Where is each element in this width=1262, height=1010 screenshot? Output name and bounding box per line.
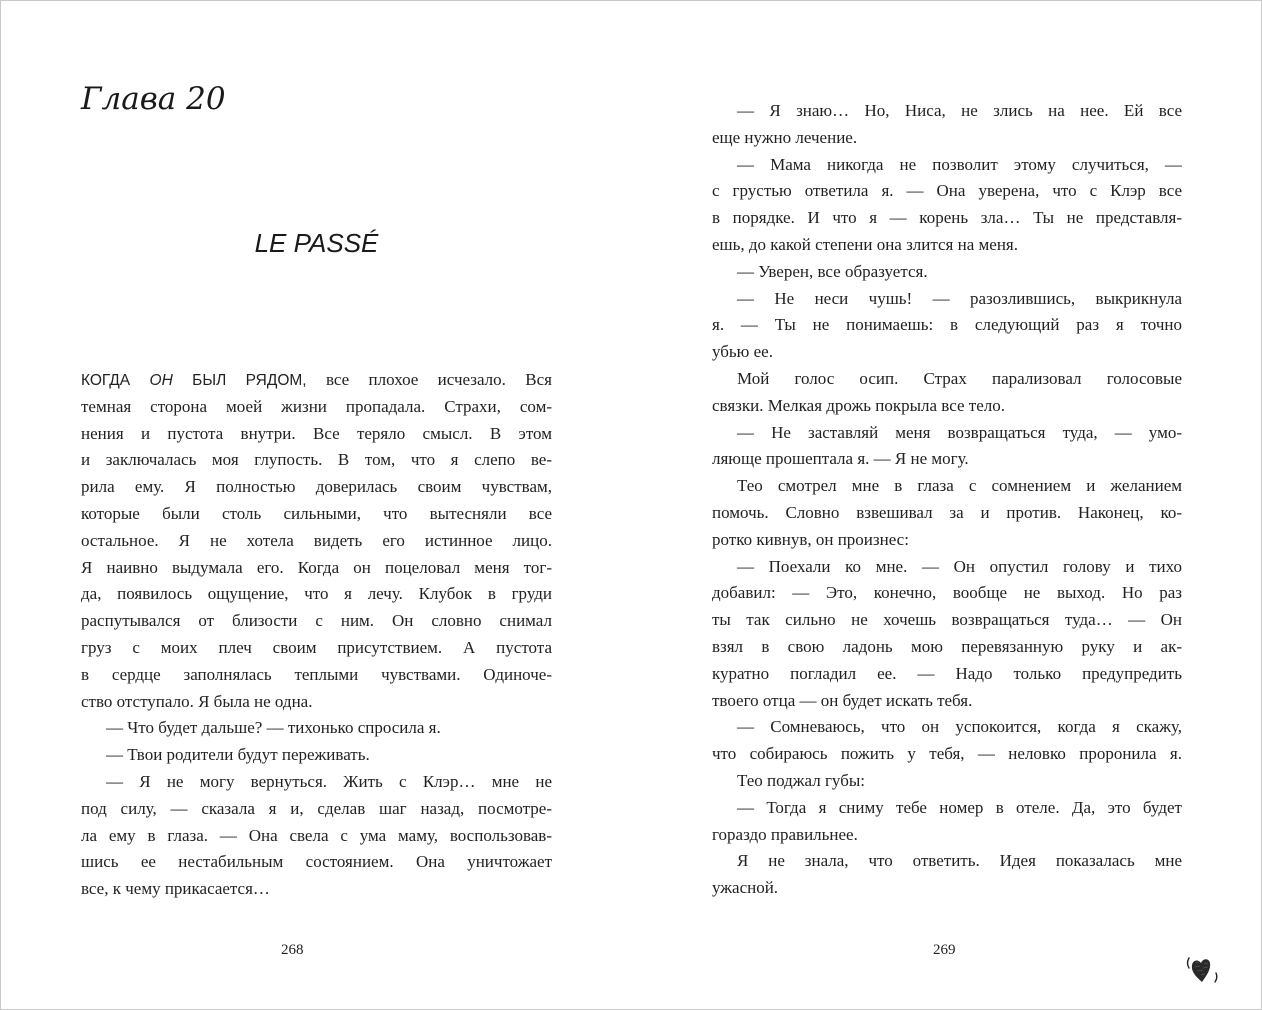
text-line: добавил: — Это, конечно, вообще не выход. Но раз	[712, 583, 1182, 603]
heart-logo-icon	[1181, 949, 1225, 989]
text-line: ты так сильно не хочешь возвращаться туда… — Он	[712, 610, 1182, 630]
text-line: — Уверен, все образуется.	[737, 261, 928, 281]
lead-in-caps: БЫЛ РЯДОМ,	[172, 372, 307, 389]
text-line: Мой голос осип. Страх парализовал голосовые	[737, 368, 1182, 388]
text-line: взял в свою ладонь мою перевязанную руку и ак-	[712, 636, 1182, 656]
text-line: ротко кивнув, он произнес:	[712, 529, 909, 549]
text-line: — Твои родители будут переживать.	[106, 745, 370, 765]
text-line: — Поехали ко мне. — Он опустил голову и тихо	[737, 556, 1182, 576]
text-line: — Мама никогда не позволит этому случиться, —	[737, 154, 1182, 174]
text-line: твоего отца — он будет искать тебя.	[712, 690, 973, 710]
text-line: остальное. Я не хотела видеть его истинное лицо.	[81, 530, 552, 550]
page-number-right: 269	[933, 942, 956, 958]
chapter-title: Глава 20	[81, 81, 226, 117]
text-line: шись ее нестабильным состоянием. Она уничтожает	[81, 852, 552, 872]
text-line: — Я знаю… Но, Ниса, не злись на нее. Ей все	[737, 101, 1182, 120]
text-line: — Тогда я сниму тебе номер в отеле. Да, это будет	[737, 797, 1182, 817]
text-line: ешь, до какой степени она злится на меня.	[712, 234, 1018, 254]
text-line: ляюще прошептала я. — Я не могу.	[712, 449, 969, 469]
text-line: — Что будет дальше? — тихонько спросила я.	[106, 718, 441, 738]
text-line: распутывался от близости с ним. Он словно снимал	[81, 611, 552, 631]
text-line: и заключалась моя глупость. В том, что я слепо ве-	[81, 450, 552, 470]
text-line: которые были столь сильными, что вытесняли все	[81, 503, 552, 523]
text-line: да, появилось ощущение, что я лечу. Клубок в груди	[81, 584, 552, 604]
text-line: гораздо правильнее.	[712, 824, 858, 844]
text-line: темная сторона моей жизни пропадала. Страхи, сом-	[81, 396, 552, 416]
text-line: — Я не могу вернуться. Жить с Клэр… мне не	[106, 771, 552, 791]
text-line: убью ее.	[712, 342, 773, 362]
page-number-left: 268	[281, 942, 304, 958]
text-line: рила ему. Я полностью доверилась своим чувствам,	[81, 477, 552, 497]
text-line: куратно погладил ее. — Надо только предупредить	[712, 663, 1182, 683]
text-line: ство отступало. Я была не одна.	[81, 691, 313, 711]
text-line: в порядке. И что я — корень зла… Ты не представля-	[712, 208, 1182, 228]
text-line: помочь. Словно взвешивал за и против. Наконец, ко-	[712, 502, 1182, 522]
text-line: — Сомневаюсь, что он успокоится, когда я скажу,	[737, 717, 1182, 737]
text-line: Тео смотрел мне в глаза с сомнением и желанием	[737, 476, 1182, 496]
text-line: я. — Ты не понимаешь: в следующий раз я точно	[712, 315, 1182, 335]
chapter-subtitle: LE PASSÉ	[254, 228, 379, 258]
text-line: ла ему в глаза. — Она свела с ума маму, воспользовав-	[81, 825, 552, 845]
text-line: все, к чему прикасается…	[81, 879, 270, 899]
right-page-text	[712, 98, 1182, 902]
text-line: еще нужно лечение.	[712, 127, 858, 147]
text-line: груз с моих плеч своим присутствием. А пустота	[81, 637, 552, 657]
text-line: под силу, — сказала я и, сделав шаг назад, посмотре-	[81, 798, 552, 818]
text-line: в сердце заполнялась теплыми чувствами. Одиноче-	[81, 664, 552, 684]
left-page-text	[81, 367, 552, 903]
lead-in-emphasis: ОН	[149, 372, 173, 389]
text-line: с грустью ответила я. — Она уверена, что с Клэр все	[712, 181, 1182, 201]
text-line-rest: все плохое исчезало. Вся	[306, 370, 552, 389]
text-line: что собираюсь пожить у тебя, — неловко проронила я.	[712, 744, 1182, 764]
text-line	[81, 367, 552, 394]
lead-in-caps: КОГДА	[81, 372, 150, 389]
text-line: связки. Мелкая дрожь покрыла все тело.	[712, 395, 1005, 415]
text-line: ужасной.	[712, 878, 779, 898]
text-line: — Не заставляй меня возвращаться туда, — умо-	[737, 422, 1182, 442]
text-line: Я наивно выдумала его. Когда он поцеловал меня тог-	[81, 557, 552, 577]
text-line: нения и пустота внутри. Все теряло смысл. В этом	[81, 423, 552, 443]
text-line: Тео поджал губы:	[737, 770, 866, 790]
text-line: Я не знала, что ответить. Идея показалась мне	[737, 851, 1182, 871]
text-line: — Не неси чушь! — разозлившись, выкрикнула	[737, 288, 1182, 308]
right-page	[632, 1, 1261, 1009]
left-page	[1, 1, 632, 1009]
